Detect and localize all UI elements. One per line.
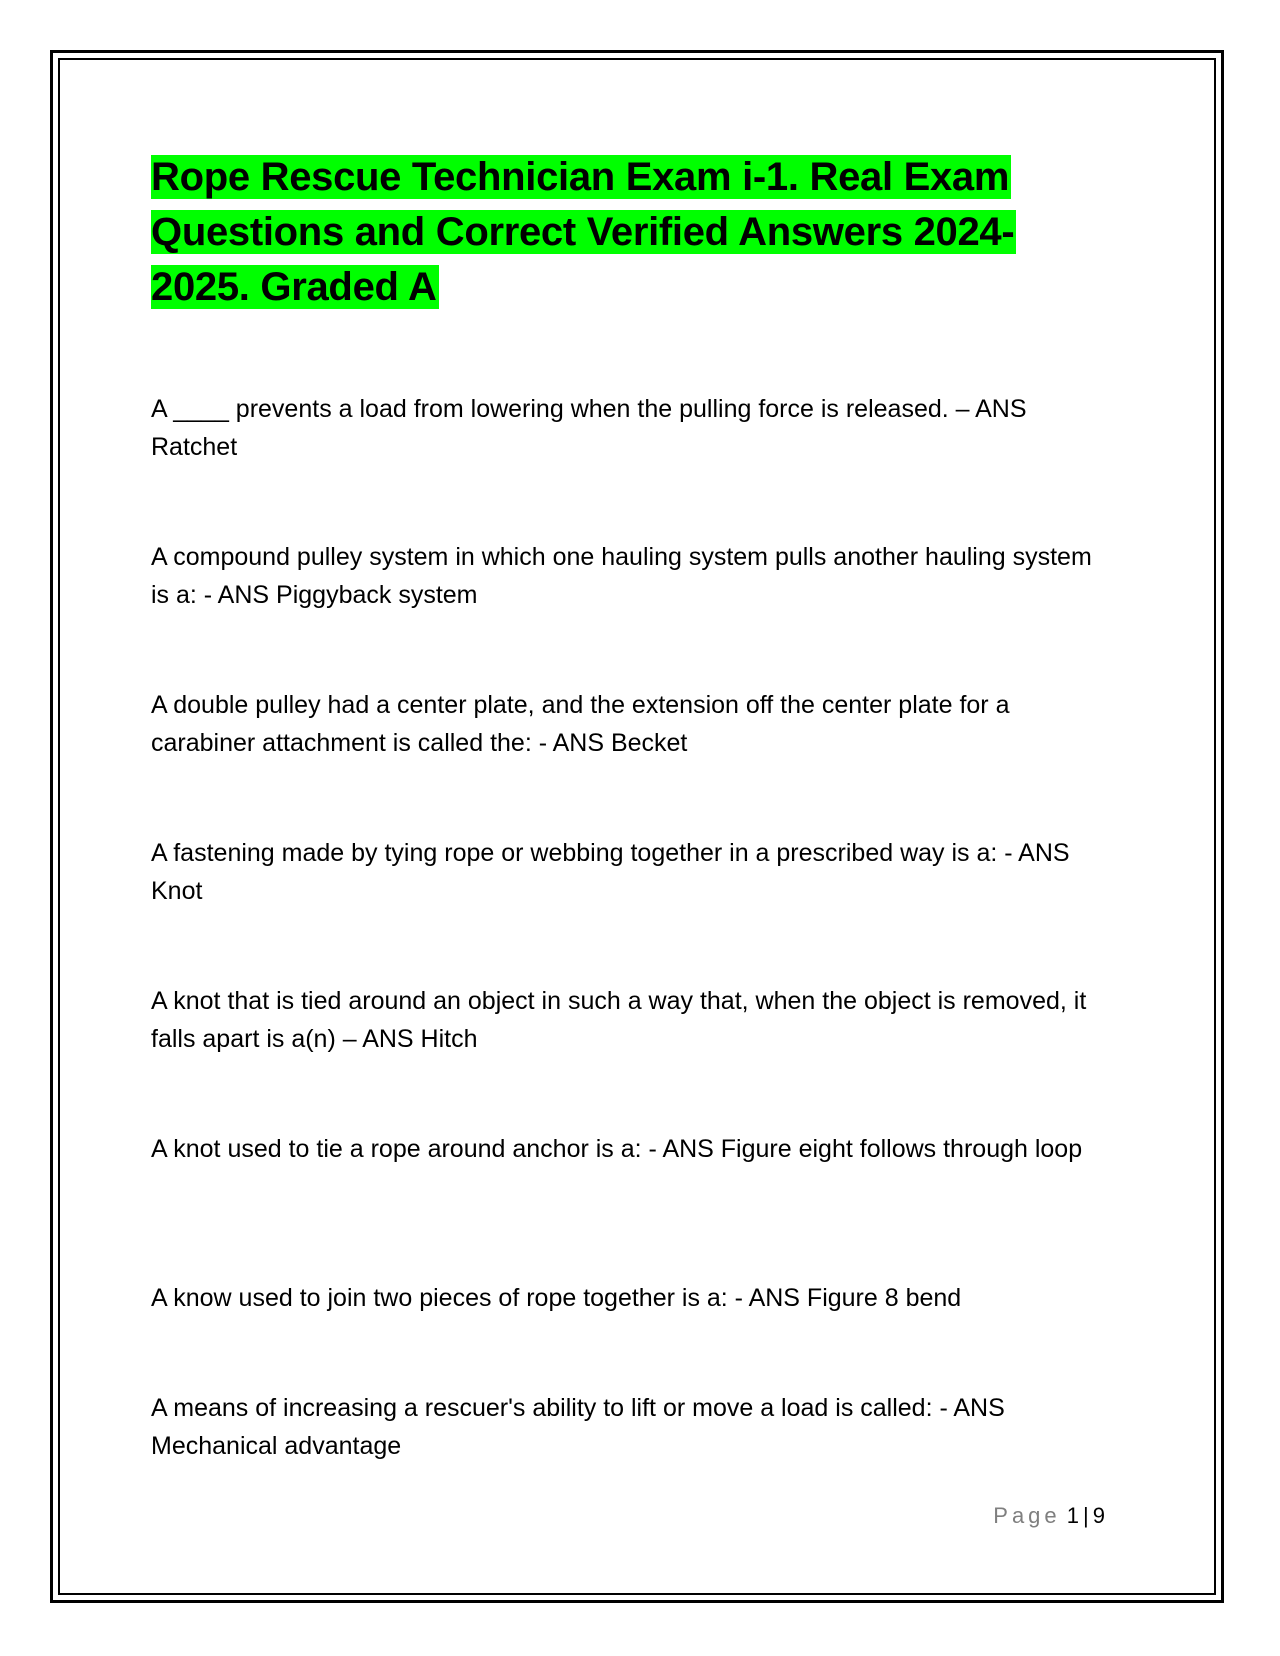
qa-item-2: A compound pulley system in which one hauling system pulls another hauling system is a: - ANS Piggyback system [151,543,1092,609]
qa-item-4: A fastening made by tying rope or webbing together in a prescribed way is a: - ANS Knot [151,839,1070,905]
qa-item-1: A ____ prevents a load from lowering when the pulling force is released. – ANS Ratchet [151,395,1027,461]
document-title [151,150,1111,315]
qa-item-6: A knot used to tie a rope around anchor is a: - ANS Figure eight follows through loop [151,1135,1083,1163]
qa-item-7: A know used to join two pieces of rope together is a: - ANS Figure 8 bend [151,1284,962,1312]
qa-item-3: A double pulley had a center plate, and the extension off the center plate for a carabiner attachment is called the: - ANS Becket [151,691,1010,757]
page-separator: | [1083,1503,1089,1528]
qa-item-5: A knot that is tied around an object in such a way that, when the object is removed, it falls apart is a(n) – ANS Hitch [151,987,1087,1053]
document-title-text: Rope Rescue Technician Exam i-1. Real Exam Questions and Correct Verified Answers 2024-2025. Graded A [151,155,1015,309]
qa-item-8: A means of increasing a rescuer's ability to lift or move a load is called: - ANS Mechanical advantage [151,1394,1005,1460]
page-number-footer [993,1501,1105,1531]
current-page-number: 1 [1066,1503,1080,1528]
total-pages-number: 9 [1092,1503,1105,1528]
page-label: Page [993,1503,1061,1528]
